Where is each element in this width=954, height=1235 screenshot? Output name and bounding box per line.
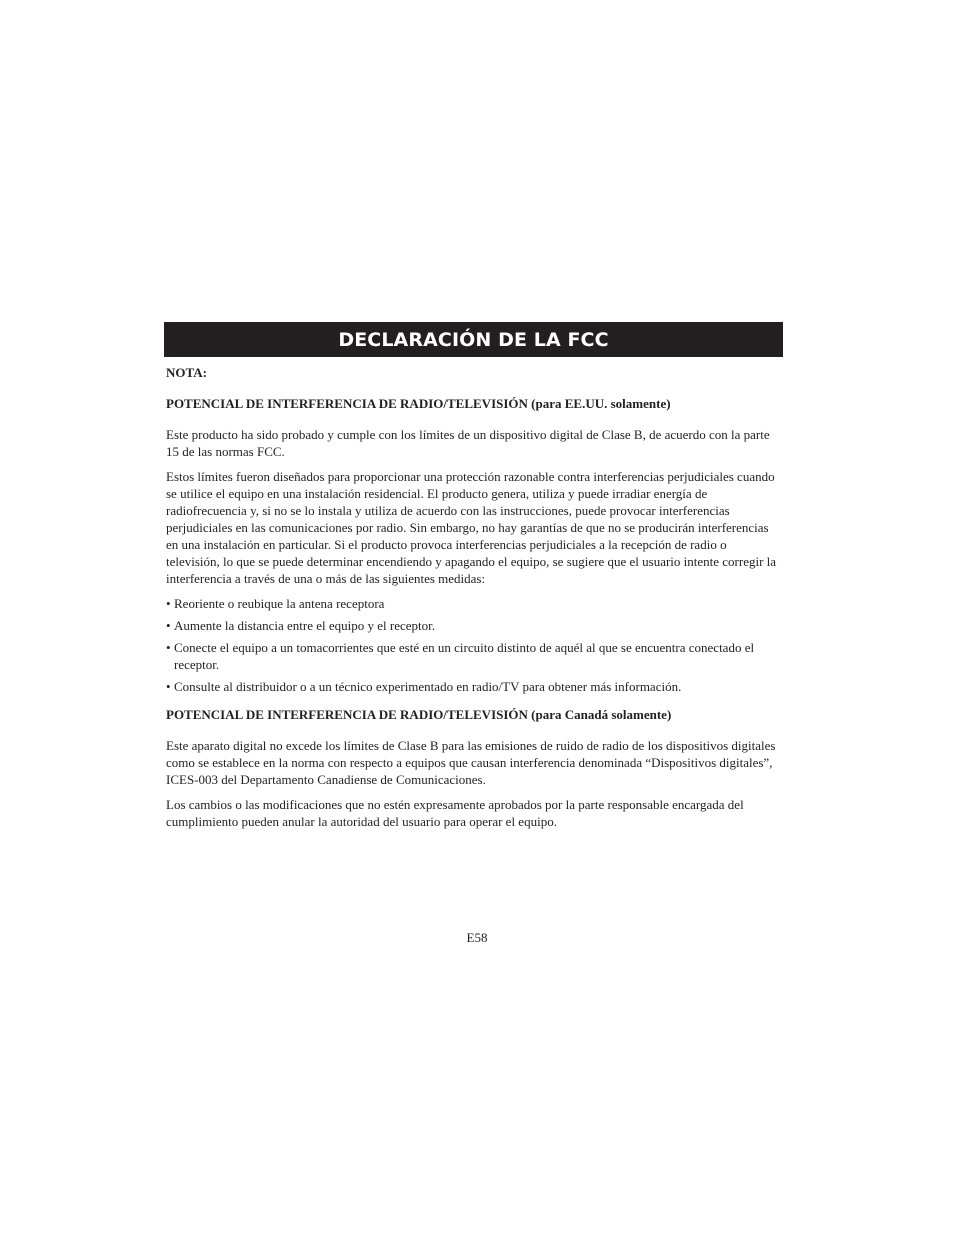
paragraph-canada-2: Los cambios o las modificaciones que no estén expresamente aprobados por la parte responsable encargada del cumplimiento pueden anular la autoridad del usuario para operar el equipo. [166,797,744,829]
paragraph-us-1: Este producto ha sido probado y cumple con los límites de un dispositivo digital de Clase B, de acuerdo con la parte 15 de las normas FCC. [166,427,770,459]
title-bar [164,322,783,357]
list-item: • Aumente la distancia entre el equipo y el receptor. [166,617,782,634]
note-label: NOTA: [166,365,207,380]
list-item: • Consulte al distribuidor o a un técnico experimentado en radio/TV para obtener más información. [166,678,782,695]
measures-list [166,595,782,695]
list-item: • Conecte el equipo a un tomacorrientes que esté en un circuito distinto de aquél al que se encuentra conectado el receptor. [166,639,782,673]
section-heading-canada: POTENCIAL DE INTERFERENCIA DE RADIO/TELEVISIÓN (para Canadá solamente) [166,707,672,722]
paragraph-canada-1: Este aparato digital no excede los límites de Clase B para las emisiones de ruido de radio de los dispositivos digitales como se establece en la norma con respecto a equipos que causan interferencia denominada “Dispositivos digitales”, ICES-003 del Departamento Canadiense de Comunicaciones. [166,738,776,787]
document-body [166,364,782,838]
paragraph-us-2: Estos límites fueron diseñados para proporcionar una protección razonable contra interferencias perjudiciales cuando se utilice el equipo en una instalación residencial. El producto genera, utiliza y puede irradiar energía de radiofrecuencia y, si no se lo instala y utiliza de acuerdo con las instrucciones, puede provocar interferencias perjudiciales en las comunicaciones por radio. Sin embargo, no hay garantías de que no se producirán interferencias en una instalación en particular. Si el producto provoca interferencias perjudiciales a la recepción de radio o televisión, lo que se puede determinar encendiendo y apagando el equipo, se sugiere que el usuario intente corregir la interferencia a través de una o más de las siguientes medidas: [166,469,777,586]
page-title: DECLARACIÓN DE LA FCC [338,328,609,351]
page-number: E58 [466,930,488,945]
list-item: • Reoriente o reubique la antena receptora [166,595,782,612]
section-heading-us: POTENCIAL DE INTERFERENCIA DE RADIO/TELEVISIÓN (para EE.UU. solamente) [166,396,671,411]
